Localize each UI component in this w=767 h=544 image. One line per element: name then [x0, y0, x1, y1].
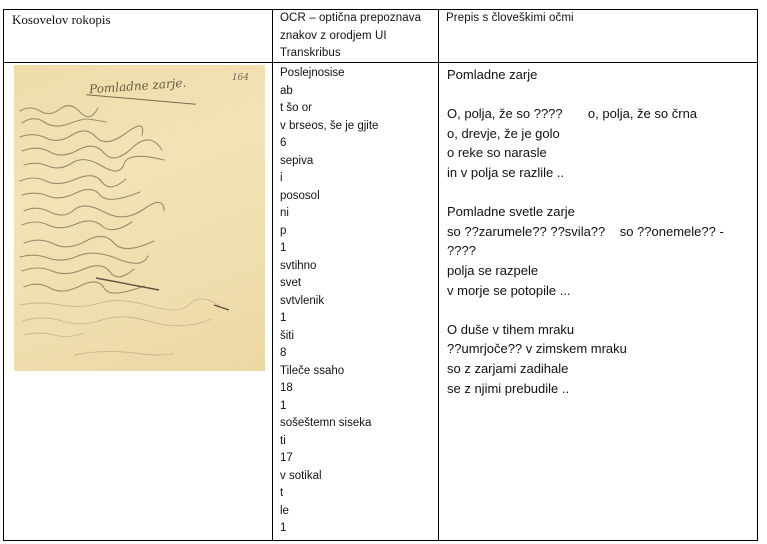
- handwritten-manuscript-image: [14, 65, 265, 371]
- ocr-line: 17: [280, 452, 293, 464]
- poem-line: Pomladne svetle zarje: [447, 204, 575, 220]
- ocr-line: 1: [280, 522, 287, 534]
- ocr-line: Poslejnosise: [280, 67, 345, 79]
- column-divider-1: [272, 10, 273, 540]
- ocr-line: pososol: [280, 189, 320, 202]
- header-manuscript: Kosovelov rokopis: [12, 12, 111, 27]
- ocr-line: t: [280, 487, 284, 499]
- poem-line: v morje se potopile ...: [447, 282, 571, 298]
- ocr-line: 1: [280, 399, 287, 412]
- ocr-line: 18: [280, 382, 293, 394]
- header-ocr: [280, 10, 438, 63]
- ocr-line: ni: [280, 207, 289, 219]
- poem-line: O duše v tihem mraku: [447, 321, 575, 337]
- header-ocr-line-3: Transkribus: [280, 47, 341, 59]
- handwriting-scribbles-icon: [14, 65, 265, 371]
- poem-line: se z njimi prebudile ..: [447, 380, 570, 396]
- ocr-line: šiti: [280, 329, 295, 342]
- poem-line: so ??zarumele?? ??svila?? so ??onemele?? -: [447, 223, 724, 239]
- ocr-line: 6: [280, 137, 287, 149]
- column-divider-2: [438, 10, 439, 540]
- poem-line: polja se razpele: [447, 262, 539, 278]
- ocr-line: ti: [280, 434, 286, 447]
- manuscript-title-scrawl: Pomladne zarje.: [88, 75, 187, 97]
- ocr-output-column: [280, 65, 438, 538]
- comparison-table: [3, 9, 758, 541]
- poem-line: o, drevje, že je golo: [447, 125, 560, 141]
- poem-line: [447, 85, 755, 105]
- manuscript-page-number: 164: [231, 73, 249, 83]
- ocr-line: 1: [280, 242, 287, 254]
- ocr-line: sošeštemn siseka: [280, 417, 372, 429]
- poem-line: Pomladne zarje: [447, 67, 538, 82]
- poem-line: [447, 300, 755, 320]
- poem-line: so z zarjami zadihale: [447, 360, 569, 376]
- poem-line: o reke so narasle: [447, 145, 547, 161]
- ocr-line: i: [280, 172, 283, 184]
- ocr-line: 8: [280, 347, 287, 359]
- poem-line: in v polja se razlile ..: [447, 164, 565, 180]
- ocr-line: Tileče ssaho: [280, 364, 345, 377]
- header-ocr-line-2: znakov z orodjem UI: [280, 29, 387, 42]
- header-ocr-line-1: OCR – optična prepoznava: [280, 12, 422, 24]
- ocr-line: p: [280, 224, 287, 237]
- ocr-line: 1: [280, 312, 287, 324]
- ocr-line: t šo or: [280, 102, 312, 114]
- ocr-line: ab: [280, 84, 293, 97]
- ocr-line: svtihno: [280, 259, 317, 272]
- header-human-transcription: Prepis s človeškimi očmi: [446, 12, 574, 24]
- ocr-line: v sotikal: [280, 469, 322, 482]
- ocr-line: le: [280, 504, 289, 517]
- ocr-line: sepiva: [280, 154, 314, 167]
- poem-line: ??umrjoče?? v zimskem mraku: [447, 341, 627, 357]
- poem-line: ????: [447, 243, 476, 259]
- ocr-line: svet: [280, 277, 302, 289]
- poem-line: [447, 183, 755, 203]
- ocr-line: v brseos, še je gjite: [280, 119, 379, 132]
- poem-line: O, polja, že so ???? o, polja, že so črna: [447, 106, 698, 122]
- human-transcription-column: [447, 65, 755, 398]
- ocr-line: svtvlenik: [280, 294, 325, 307]
